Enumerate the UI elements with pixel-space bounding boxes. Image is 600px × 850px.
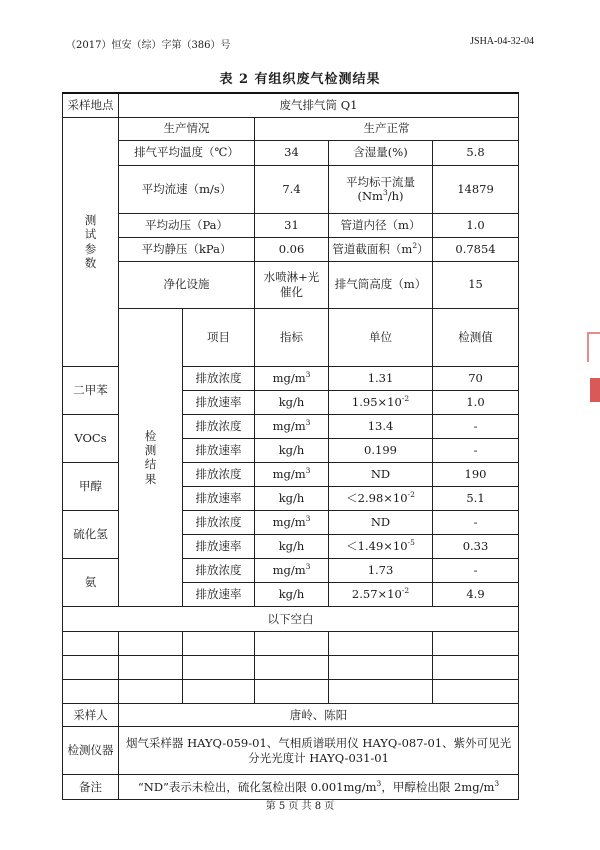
- instrument-label: 检测仪器: [63, 727, 119, 775]
- purification-value-line1: 水喷淋+光: [263, 270, 320, 285]
- unit-cell: [255, 487, 329, 511]
- static-pressure-label: 平均静压（kPa）: [119, 237, 255, 261]
- purification-value: [255, 261, 329, 308]
- stack-height-value: 15: [433, 261, 519, 308]
- remark-sup-1: 3: [376, 778, 382, 788]
- empty-cell: [433, 632, 519, 656]
- measured-value-cell: [329, 583, 433, 607]
- empty-cell: [119, 656, 183, 680]
- unit-text: mg/m: [272, 515, 306, 530]
- blank-below-text: 以下空白: [63, 607, 519, 632]
- dynamic-pressure-label: 平均动压（Pa）: [119, 213, 255, 237]
- measured-value-cell: [329, 559, 433, 583]
- unit-text: kg/h: [278, 539, 305, 554]
- limit-cell: -: [433, 511, 519, 535]
- unit-cell: [255, 583, 329, 607]
- velocity-row: [63, 165, 519, 213]
- temperature-label: 排气平均温度（℃）: [119, 140, 255, 165]
- instrument-value-line2: 分光光度计 HAYQ-031-01: [248, 750, 389, 765]
- indicator-cell: 排放浓度: [183, 511, 255, 535]
- empty-cell: [329, 632, 433, 656]
- measured-value-cell: [329, 415, 433, 439]
- instrument-value-line1: 烟气采样器 HAYQ-059-01、气相质谱联用仪 HAYQ-087-01、紫外可见光: [125, 736, 512, 751]
- report-code: JSHA-04-32-04: [470, 36, 534, 47]
- std-flow-value: 14879: [433, 165, 519, 213]
- unit-sup: 3: [305, 418, 311, 428]
- indicator-cell: 排放速率: [183, 583, 255, 607]
- col-value-header: 检测值: [433, 308, 519, 367]
- measured-value-text: ND: [370, 515, 391, 530]
- col-indicator-header: 指标: [255, 308, 329, 367]
- test-params-label: [63, 117, 119, 367]
- indicator-cell: 排放速率: [183, 535, 255, 559]
- limit-cell: 70: [433, 367, 519, 391]
- seal-stamp-fragment: [587, 332, 600, 362]
- empty-cell: [183, 656, 255, 680]
- measured-value-cell: [329, 391, 433, 415]
- production-value: 生产正常: [255, 117, 519, 140]
- cross-section-value: 0.7854: [433, 237, 519, 261]
- indicator-cell: 排放浓度: [183, 463, 255, 487]
- indicator-cell: 排放浓度: [183, 559, 255, 583]
- cross-section-label-text: 管道截面积（m: [332, 241, 413, 256]
- remark-row: [63, 775, 519, 800]
- production-row: [63, 117, 519, 140]
- empty-cell: [63, 656, 119, 680]
- indicator-cell: 排放速率: [183, 439, 255, 463]
- moisture-value: 5.8: [433, 140, 519, 165]
- measured-value-cell: [329, 463, 433, 487]
- measured-value-text: ＜1.49×10: [346, 539, 408, 554]
- unit-cell: [255, 463, 329, 487]
- measured-value-text: 2.57×10: [351, 587, 402, 602]
- instrument-value: [119, 727, 519, 775]
- pollutant-name: 硫化氢: [63, 511, 119, 559]
- unit-cell: [255, 391, 329, 415]
- unit-text: mg/m: [272, 371, 306, 386]
- unit-sup: 3: [305, 562, 311, 572]
- empty-row: [63, 656, 519, 680]
- velocity-label: 平均流速（m/s）: [119, 165, 255, 213]
- purification-row: [63, 261, 519, 308]
- production-label: 生产情况: [119, 117, 255, 140]
- unit-text: kg/h: [278, 491, 305, 506]
- std-flow-label: [329, 165, 433, 213]
- sampling-site-label: 采样地点: [63, 93, 119, 117]
- sampler-row: [63, 704, 519, 727]
- measured-value-text: 13.4: [367, 419, 394, 434]
- seal-stamp-fragment: [590, 378, 600, 402]
- measured-value-sup: -2: [401, 586, 410, 596]
- indicator-cell: 排放速率: [183, 391, 255, 415]
- exhaust-gas-results-table: [62, 92, 519, 800]
- empty-cell: [255, 680, 329, 704]
- static-pressure-value: 0.06: [255, 237, 329, 261]
- std-flow-label-line2: [331, 189, 430, 203]
- measured-value-cell: [329, 367, 433, 391]
- empty-cell: [329, 656, 433, 680]
- dynamic-pressure-row: [63, 213, 519, 237]
- empty-cell: [63, 632, 119, 656]
- measured-value-cell: [329, 439, 433, 463]
- limit-cell: 0.33: [433, 535, 519, 559]
- remark-text-2: ，甲醇检出限 2mg/m: [381, 779, 495, 794]
- limit-cell: 190: [433, 463, 519, 487]
- std-flow-unit-b: /h): [387, 189, 404, 203]
- std-flow-label-line1: 平均标干流量: [346, 174, 415, 189]
- empty-cell: [255, 632, 329, 656]
- measured-value-sup: -2: [407, 490, 415, 500]
- limit-cell: 4.9: [433, 583, 519, 607]
- velocity-value: 7.4: [255, 165, 329, 213]
- empty-cell: [329, 680, 433, 704]
- measured-value-cell: [329, 511, 433, 535]
- pollutant-name: 甲醇: [63, 463, 119, 511]
- temperature-row: [63, 140, 519, 165]
- measured-value-cell: [329, 535, 433, 559]
- indicator-cell: 排放浓度: [183, 415, 255, 439]
- test-results-label: [119, 308, 183, 607]
- unit-text: mg/m: [272, 419, 306, 434]
- moisture-label: 含湿量(%): [329, 140, 433, 165]
- measured-value-text: ND: [370, 467, 391, 482]
- temperature-value: 34: [255, 140, 329, 165]
- measured-value-sup: -2: [401, 394, 410, 404]
- inner-diameter-value: 1.0: [433, 213, 519, 237]
- blank-below-row: [63, 607, 519, 632]
- test-results-label-text: 检 测 结 果: [144, 428, 157, 486]
- empty-cell: [255, 656, 329, 680]
- unit-cell: [255, 415, 329, 439]
- dynamic-pressure-value: 31: [255, 213, 329, 237]
- col-unit-header: 单位: [329, 308, 433, 367]
- table-title: 表 2 有组织废气检测结果: [219, 72, 381, 87]
- std-flow-unit-sup: 3: [382, 188, 388, 198]
- unit-cell: [255, 367, 329, 391]
- pollutant-name: 氨: [63, 559, 119, 607]
- empty-cell: [433, 680, 519, 704]
- measured-value-cell: [329, 487, 433, 511]
- cross-section-label: [329, 237, 433, 261]
- unit-sup: 3: [305, 514, 311, 524]
- empty-cell: [119, 632, 183, 656]
- limit-cell: 5.1: [433, 487, 519, 511]
- inner-diameter-label: 管道内径（m）: [329, 213, 433, 237]
- unit-sup: 3: [305, 370, 311, 380]
- sampler-value: 唐岭、陈阳: [119, 704, 519, 727]
- limit-cell: -: [433, 559, 519, 583]
- cross-section-sup: 2: [412, 240, 418, 250]
- empty-cell: [183, 680, 255, 704]
- measured-value-text: 1.73: [367, 563, 394, 578]
- remark-text-1: “ND”表示未检出，硫化氢检出限 0.001mg/m: [137, 779, 377, 794]
- document-number: （2017）恒安（综）字第（386）号: [66, 40, 231, 51]
- measured-value-text: 1.31: [367, 371, 394, 386]
- measured-value-text: 0.199: [364, 443, 397, 458]
- empty-row: [63, 632, 519, 656]
- sampling-site-row: [63, 93, 519, 117]
- cross-section-label-end: ）: [417, 241, 429, 256]
- unit-text: kg/h: [278, 395, 305, 410]
- std-flow-unit-a: (Nm: [357, 189, 383, 203]
- unit-cell: [255, 511, 329, 535]
- indicator-cell: 排放速率: [183, 487, 255, 511]
- indicator-cell: 排放浓度: [183, 367, 255, 391]
- empty-cell: [433, 656, 519, 680]
- sampling-site-value: 废气排气筒 Q1: [119, 93, 519, 117]
- remark-label: 备注: [63, 775, 119, 800]
- limit-cell: 1.0: [433, 391, 519, 415]
- purification-label: 净化设施: [119, 261, 255, 308]
- pollutant-name: 二甲苯: [63, 367, 119, 415]
- unit-sup: 3: [305, 466, 311, 476]
- empty-cell: [119, 680, 183, 704]
- pollutant-name: VOCs: [63, 415, 119, 463]
- stack-height-label: 排气筒高度（m）: [329, 261, 433, 308]
- remark-value: [119, 775, 519, 800]
- unit-text: mg/m: [272, 467, 306, 482]
- instrument-row: [63, 727, 519, 775]
- col-item-header: 项目: [183, 308, 255, 367]
- remark-sup-2: 3: [494, 778, 500, 788]
- measured-value-text: ＜2.98×10: [346, 491, 408, 506]
- test-params-label-text: 测 试 参 数: [84, 213, 97, 271]
- limit-cell: -: [433, 415, 519, 439]
- unit-cell: [255, 559, 329, 583]
- measured-value-sup: -5: [407, 538, 415, 548]
- static-pressure-row: [63, 237, 519, 261]
- unit-text: mg/m: [272, 563, 306, 578]
- results-header-row: [63, 308, 519, 367]
- unit-cell: [255, 439, 329, 463]
- unit-cell: [255, 535, 329, 559]
- empty-cell: [63, 680, 119, 704]
- purification-value-line2: 催化: [280, 284, 303, 299]
- unit-text: kg/h: [278, 587, 305, 602]
- empty-row: [63, 680, 519, 704]
- page-footer: 第 5 页 共 8 页: [265, 801, 335, 812]
- limit-cell: -: [433, 439, 519, 463]
- unit-text: kg/h: [278, 443, 305, 458]
- sampler-label: 采样人: [63, 704, 119, 727]
- measured-value-text: 1.95×10: [351, 395, 402, 410]
- empty-cell: [183, 632, 255, 656]
